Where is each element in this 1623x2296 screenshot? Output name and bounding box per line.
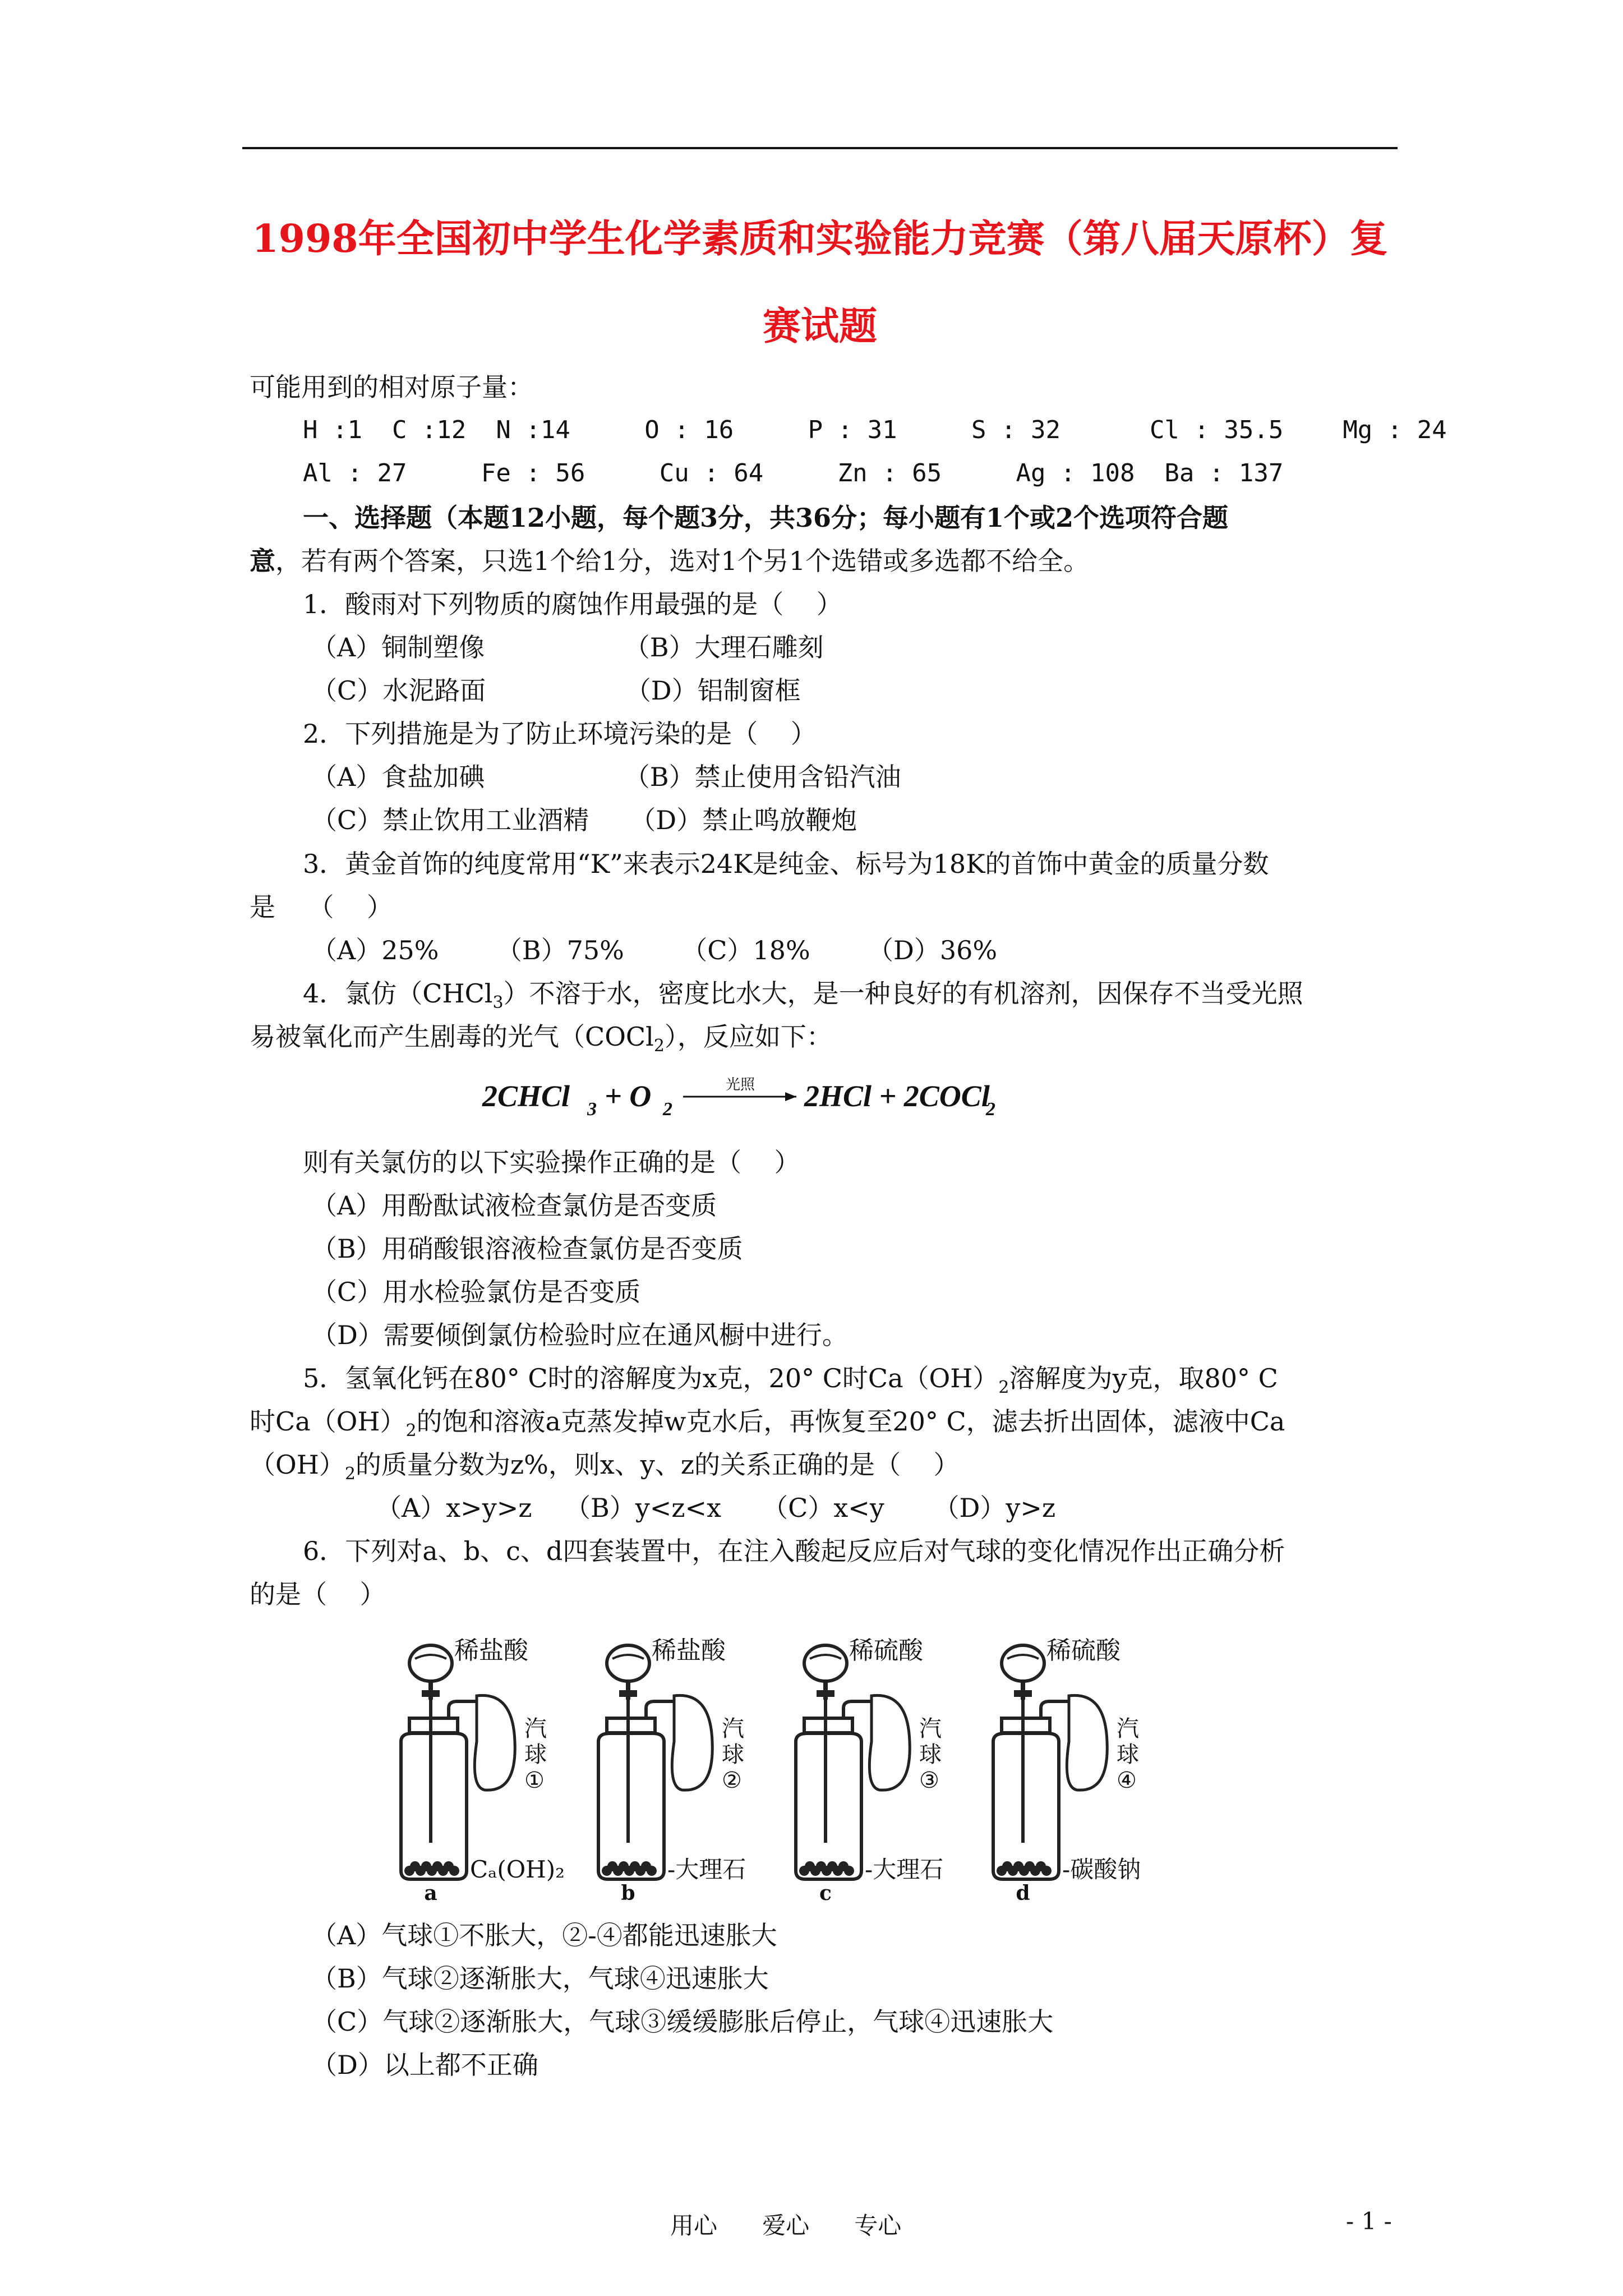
q5-text-c2: 的质量分数为z%，则x、y、z的关系正确的是（ ） [355, 1450, 960, 1480]
q4-text-b: 易被氧化而产生剧毒的光气（COCl [250, 1022, 654, 1052]
balloon-label-char: 汽 [524, 1716, 547, 1742]
balloon-label-char: ② [722, 1768, 742, 1793]
question-4 [303, 977, 1303, 1020]
acid-label: 稀盐酸 [652, 1636, 726, 1665]
balloon [672, 1695, 712, 1790]
balloon-label [1117, 1716, 1139, 1793]
question-1: 1．酸雨对下列物质的腐蚀作用最强的是（ ） [303, 589, 842, 619]
section1-instructions: ，若有两个答案，只选1个给1分，选对1个另1个选错或多选都不给全。 [275, 546, 1090, 576]
question-4-option-b: （B）用硝酸银溶液检查氯仿是否变质 [311, 1234, 743, 1264]
header-rule [242, 147, 1398, 149]
eq-condition-label: 光照 [725, 1076, 755, 1093]
question-3-cont: 是 （ ） [250, 892, 393, 922]
question-5-cont-1 [250, 1405, 1285, 1448]
apparatus-letter: a [424, 1881, 437, 1902]
stopper [1002, 1718, 1050, 1733]
funnel-bulb [409, 1645, 452, 1681]
question-6-option-b: （B）气球②逐渐胀大，气球④迅速胀大 [311, 1963, 769, 1994]
question-3: 3．黄金首饰的纯度常用“K”来表示24K是纯金、标号为18K的首饰中黄金的质量分数 [303, 849, 1269, 879]
question-2-options-row2: （C）禁止饮用工业酒精 （D）禁止鸣放鞭炮 [311, 805, 857, 835]
footer-page-number: - 1 - [1346, 2207, 1392, 2235]
eq-products-sub: 2 [986, 1099, 995, 1120]
balloon-label-char: 球 [919, 1742, 942, 1768]
question-5-options: （A）x>y>z （B）y<z<x （C）x<y （D）y>z [376, 1493, 1056, 1523]
section1-heading-end: 意 [250, 546, 275, 576]
question-2: 2．下列措施是为了防止环境污染的是（ ） [303, 719, 817, 749]
delivery-tube [1041, 1701, 1069, 1718]
question-3-options: （A）25% （B）75% （C）18% （D）36% [311, 935, 998, 965]
q5-text-a: 5．氢氧化钙在80° C时的溶解度为x克，20° C时Ca（OH） [303, 1363, 999, 1393]
balloon-label-char: 球 [524, 1742, 547, 1768]
funnel-stopcock [1014, 1690, 1032, 1697]
funnel-liquid-line [612, 1655, 644, 1659]
question-6-cont: 的是（ ） [250, 1579, 386, 1609]
solid-particle [844, 1866, 854, 1876]
question-4-option-d: （D）需要倾倒氯仿检验时应在通风橱中进行。 [311, 1320, 848, 1350]
solid-particle [1041, 1866, 1052, 1876]
question-1-options-row1: （A）铜制塑像 （B）大理石雕刻 [311, 632, 824, 662]
acid-label: 稀盐酸 [454, 1636, 528, 1665]
balloon [1067, 1695, 1107, 1790]
eq-arrow-head [785, 1092, 796, 1101]
balloon-label-char: 汽 [919, 1716, 942, 1742]
q5-sub-b: 2 [405, 1421, 417, 1441]
balloon-label [524, 1716, 547, 1793]
balloon-label-char: 球 [722, 1742, 744, 1768]
acid-label: 稀硫酸 [1046, 1636, 1121, 1665]
balloon [869, 1695, 910, 1790]
question-6-option-c: （C）气球②逐渐胀大，气球③缓缓膨胀后停止，气球④迅速胀大 [311, 2007, 1054, 2037]
atomic-mass-intro: 可能用到的相对原子量： [250, 372, 533, 402]
q4-sub-a: 3 [492, 993, 504, 1013]
funnel-bulb [804, 1645, 847, 1681]
atomic-mass-row-2: Al : 27 Fe : 56 Cu : 64 Zn : 65 Ag : 108 Ba : 137 [303, 459, 1284, 487]
reaction-equation [471, 1071, 1032, 1128]
question-6: 6．下列对a、b、c、d四套装置中，在注入酸起反应后对气球的变化情况作出正确分析 [303, 1536, 1285, 1566]
question-6-option-a: （A）气球①不胀大，②-④都能迅速胀大 [311, 1920, 777, 1950]
question-4-option-c: （C）用水检验氯仿是否变质 [311, 1277, 641, 1307]
apparatus-unit-b [598, 1636, 746, 1902]
section1-heading: 一、选择题（本题12小题，每个题3分，共36分；每小题有1个或2个选项符合题 [303, 503, 1229, 533]
apparatus-unit-c [796, 1636, 943, 1902]
solid-label: -大理石 [667, 1856, 746, 1883]
apparatus-figure [393, 1624, 1200, 1902]
eq-products: 2HCl + 2COCl [804, 1079, 990, 1113]
balloon-label-char: 球 [1117, 1742, 1139, 1768]
funnel-liquid-line [1007, 1655, 1039, 1659]
balloon-label-char: ① [524, 1768, 545, 1793]
balloon [474, 1695, 515, 1790]
q5-text-c: （OH） [250, 1450, 345, 1480]
solid-particle [647, 1866, 657, 1876]
question-5-cont-2 [250, 1448, 960, 1491]
question-4-option-a: （A）用酚酞试液检查氯仿是否变质 [311, 1190, 717, 1221]
eq-reactant-o2: + O [605, 1079, 652, 1113]
solid-label: Cₐ(OH)₂ [470, 1856, 565, 1883]
document-title-line2: 赛试题 [762, 304, 877, 349]
acid-label: 稀硫酸 [849, 1636, 923, 1665]
bottle [796, 1733, 861, 1879]
balloon-label-char: 汽 [722, 1716, 744, 1742]
balloon-label-char: ④ [1117, 1768, 1137, 1793]
q4-sub-b: 2 [653, 1036, 665, 1056]
stopper [409, 1718, 458, 1733]
q5-sub-c: 2 [344, 1464, 356, 1484]
funnel-stopcock [817, 1690, 834, 1697]
apparatus-letter: c [819, 1881, 832, 1902]
eq-reactant-o2-sub: 2 [663, 1099, 672, 1120]
eq-reactant-chcl3-sub: 3 [587, 1099, 597, 1120]
delivery-tube [646, 1701, 674, 1718]
balloon-label [722, 1716, 744, 1793]
delivery-tube [843, 1701, 872, 1718]
question-1-options-row2: （C）水泥路面 （D）铝制窗框 [311, 675, 801, 706]
q5-text-b: 时Ca（OH） [250, 1406, 406, 1437]
q4-text-a: 4．氯仿（CHCl [303, 978, 493, 1009]
atomic-mass-row-1: H :1 C :12 N :14 O : 16 P : 31 S : 32 Cl : 35.5 Mg : 24 [303, 416, 1447, 444]
delivery-tube [449, 1701, 477, 1718]
q4-text-a2: ）不溶于水，密度比水大，是一种良好的有机溶剂，因保存不当受光照 [503, 978, 1303, 1009]
solid-label: -大理石 [865, 1856, 944, 1883]
stopper [804, 1718, 852, 1733]
balloon-label [919, 1716, 942, 1793]
document-title-line1: 1998年全国初中学生化学素质和实验能力竞赛（第八届天原杯）复 [252, 217, 1388, 261]
solid-label: -碳酸钠 [1062, 1856, 1141, 1883]
eq-reactant-chcl3: 2CHCl [482, 1079, 570, 1113]
balloon-label-char: ③ [919, 1768, 939, 1793]
apparatus-letter: d [1016, 1881, 1030, 1902]
question-2-options-row1: （A）食盐加碘 （B）禁止使用含铅汽油 [311, 762, 901, 792]
question-4-cont [250, 1020, 832, 1063]
funnel-stopcock [619, 1690, 637, 1697]
question-5 [303, 1361, 1278, 1405]
q5-text-a2: 溶解度为y克，取80° C [1009, 1363, 1278, 1393]
bottle [401, 1733, 467, 1879]
question-6-option-d: （D）以上都不正确 [311, 2050, 538, 2080]
solid-particle [449, 1866, 459, 1876]
q5-sub-a: 2 [998, 1378, 1009, 1398]
balloon-label-char: 汽 [1117, 1716, 1139, 1742]
apparatus-letter: b [621, 1881, 635, 1902]
funnel-bulb [1002, 1645, 1044, 1681]
funnel-liquid-line [810, 1655, 841, 1659]
apparatus-unit-d [993, 1636, 1141, 1902]
question-4-prompt: 则有关氯仿的以下实验操作正确的是（ ） [303, 1147, 800, 1177]
section1-heading-cont [250, 544, 1089, 578]
footer-motto: 用心 爱心 专心 [670, 2212, 902, 2239]
funnel-stopcock [422, 1690, 440, 1697]
funnel-liquid-line [415, 1655, 446, 1659]
q4-text-b2: ），反应如下： [664, 1022, 832, 1052]
bottle [993, 1733, 1059, 1879]
q5-text-b2: 的饱和溶液a克蒸发掉w克水后，再恢复至20° C，滤去折出固体，滤液中Ca [416, 1406, 1285, 1437]
stopper [607, 1718, 655, 1733]
bottle [598, 1733, 664, 1879]
funnel-bulb [607, 1645, 649, 1681]
apparatus-unit-a [401, 1636, 565, 1902]
